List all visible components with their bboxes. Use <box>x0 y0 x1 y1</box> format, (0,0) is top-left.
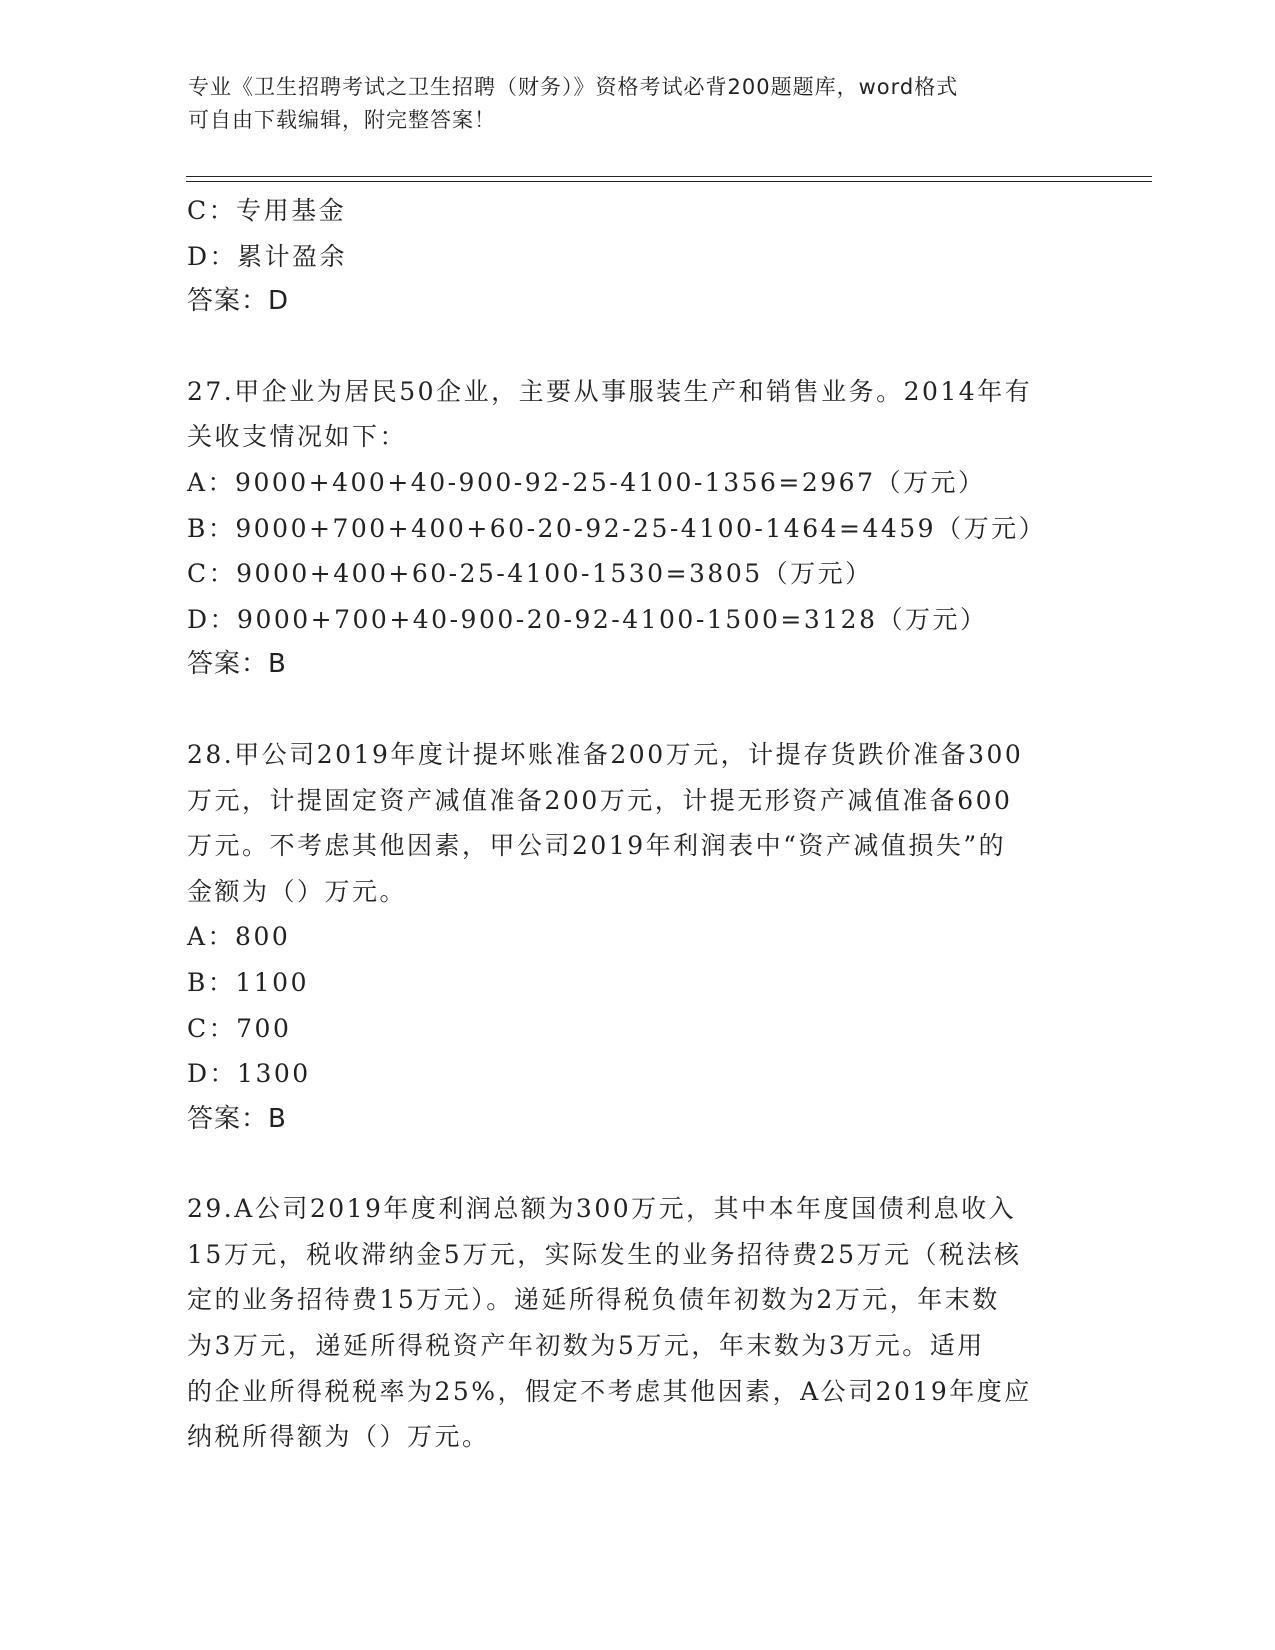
option-b: B：9000+700+400+60-20-92-25-4100-1464=4459（万元） <box>187 513 1047 543</box>
answer-line: 答案：B <box>187 1103 287 1134</box>
question-stem-line: 金额为（）万元。 <box>187 876 408 906</box>
header-divider-bottom <box>186 181 1152 182</box>
spacer <box>187 688 1087 732</box>
option-a: A：800 <box>187 922 291 952</box>
document-header <box>188 71 1088 137</box>
question-stem-line: 关收支情况如下： <box>187 422 408 452</box>
spacer <box>187 325 1087 369</box>
option-c: C：700 <box>187 1013 292 1043</box>
question-stem-line: 15万元，税收滞纳金5万元，实际发生的业务招待费25万元（税法核 <box>187 1239 1022 1269</box>
question-27 <box>187 369 1087 688</box>
option-d: D：累计盈余 <box>187 241 348 271</box>
question-stem-line: 定的业务招待费15万元）。递延所得税负债年初数为2万元，年末数 <box>187 1285 1000 1315</box>
question-26-tail <box>187 188 1087 325</box>
question-stem-line: 纳税所得额为（）万元。 <box>187 1422 490 1452</box>
document-body <box>187 188 1087 1460</box>
option-d: D：1300 <box>187 1059 311 1089</box>
answer-line: 答案：D <box>187 286 290 317</box>
question-29 <box>187 1186 1087 1460</box>
option-a: A：9000+400+40-900-92-25-4100-1356=2967（万元） <box>187 467 986 497</box>
question-stem-line: 27.甲企业为居民50企业，主要从事服装生产和销售业务。2014年有 <box>187 376 1033 406</box>
header-line-1: 专业《卫生招聘考试之卫生招聘（财务）》资格考试必背200题题库，word格式 <box>188 75 959 99</box>
question-stem-line: 的企业所得税税率为25%，假定不考虑其他因素，A公司2019年度应 <box>187 1376 1032 1406</box>
question-stem-line: 为3万元，递延所得税资产年初数为5万元，年末数为3万元。适用 <box>187 1331 985 1361</box>
header-divider-top <box>186 176 1152 177</box>
option-c: C：9000+400+60-25-4100-1530=3805（万元） <box>187 559 873 589</box>
answer-line: 答案：B <box>187 649 287 680</box>
option-d: D：9000+700+40-900-20-92-4100-1500=3128（万元） <box>187 604 988 634</box>
header-line-2: 可自由下载编辑，附完整答案！ <box>188 108 496 132</box>
spacer <box>187 1142 1087 1186</box>
option-b: B：1100 <box>187 967 309 997</box>
question-stem-line: 万元。不考虑其他因素，甲公司2019年利润表中“资产减值损失”的 <box>187 831 1007 861</box>
question-stem-line: 29.A公司2019年度利润总额为300万元，其中本年度国债利息收入 <box>187 1194 1017 1224</box>
question-stem-line: 万元，计提固定资产减值准备200万元，计提无形资产减值准备600 <box>187 785 1013 815</box>
option-c: C：专用基金 <box>187 196 347 225</box>
question-stem-line: 28.甲公司2019年度计提坏账准备200万元，计提存货跌价准备300 <box>187 739 1024 769</box>
question-28 <box>187 732 1087 1142</box>
